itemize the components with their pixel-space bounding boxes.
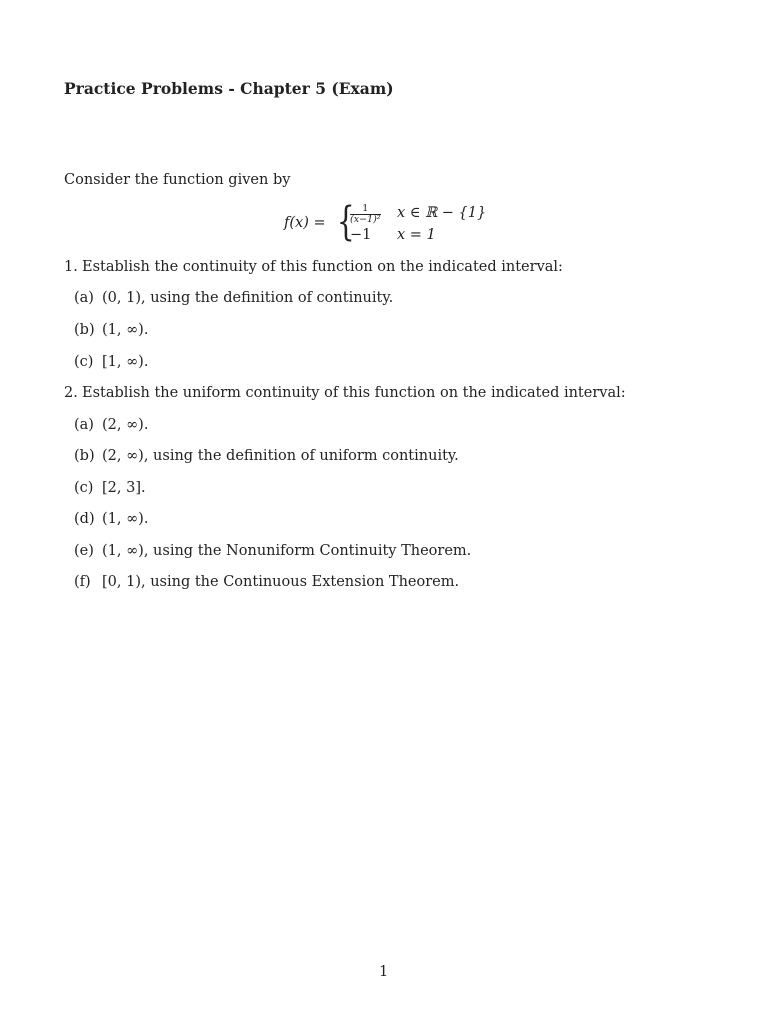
formula-brace: { xyxy=(336,199,355,245)
problem-1-part-a xyxy=(74,290,393,306)
problem-2-part-e xyxy=(74,543,471,559)
problem-2-part-b xyxy=(74,448,459,464)
part-label: (b) xyxy=(74,322,95,338)
formula-fraction xyxy=(350,204,381,225)
page-number: 1 xyxy=(379,964,389,980)
part-text: (0, 1), using the definition of continuity. xyxy=(102,290,394,306)
problem-2-part-d xyxy=(74,511,148,527)
problem-2 xyxy=(64,385,626,401)
problem-2-part-a xyxy=(74,417,148,433)
part-text: (2, ∞). xyxy=(102,417,149,433)
part-label: (e) xyxy=(74,543,94,559)
formula-lhs: f(x) = xyxy=(284,215,326,231)
problem-text: Establish the uniform continuity of this function on the indicated interval: xyxy=(82,385,626,401)
part-text: [0, 1), using the Continuous Extension Theorem. xyxy=(102,574,460,590)
part-label: (a) xyxy=(74,417,94,433)
part-text: (1, ∞). xyxy=(102,511,149,527)
part-label: (c) xyxy=(74,480,94,496)
part-text: (1, ∞). xyxy=(102,322,149,338)
piecewise-formula xyxy=(284,199,487,245)
part-text: [2, 3]. xyxy=(102,480,146,496)
problem-1-part-c xyxy=(74,354,148,370)
problem-2-part-f xyxy=(74,574,459,590)
part-label: (d) xyxy=(74,511,95,527)
part-text: [1, ∞). xyxy=(102,354,149,370)
part-text: (2, ∞), using the definition of uniform continuity. xyxy=(102,448,459,464)
formula-case-1-condition: x ∈ ℝ − {1} xyxy=(397,205,487,221)
fraction-denominator: (x−1)² xyxy=(350,214,381,225)
problem-1-part-b xyxy=(74,322,148,338)
part-label: (a) xyxy=(74,290,94,306)
fraction-numerator: 1 xyxy=(350,204,381,215)
part-label: (f) xyxy=(74,574,91,590)
problem-2-part-c xyxy=(74,480,146,496)
problem-number: 2. xyxy=(64,385,78,401)
formula-case-2-condition: x = 1 xyxy=(397,227,436,243)
intro-text: Consider the function given by xyxy=(64,172,291,188)
formula-case-2: −1 xyxy=(350,227,372,243)
problem-1 xyxy=(64,259,563,275)
formula-case-1 xyxy=(350,204,381,225)
problem-number: 1. xyxy=(64,259,78,275)
part-label: (c) xyxy=(74,354,94,370)
part-label: (b) xyxy=(74,448,95,464)
part-text: (1, ∞), using the Nonuniform Continuity Theorem. xyxy=(102,543,472,559)
page-title: Practice Problems - Chapter 5 (Exam) xyxy=(64,79,394,98)
problem-text: Establish the continuity of this function on the indicated interval: xyxy=(82,259,563,275)
